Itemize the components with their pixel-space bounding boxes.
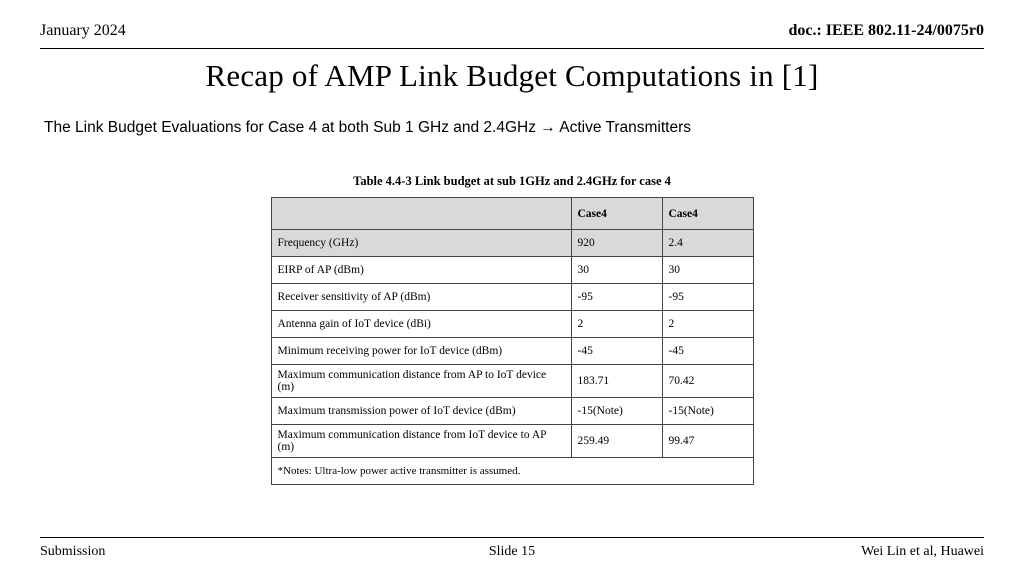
row-value-sub1ghz: 259.49 xyxy=(571,425,662,458)
row-value-sub1ghz: 920 xyxy=(571,230,662,257)
row-value-sub1ghz: 30 xyxy=(571,257,662,284)
table-row-max-distance-iot-to-ap xyxy=(271,425,753,458)
header-cell-blank xyxy=(271,198,571,230)
row-value-2p4ghz: -45 xyxy=(662,338,753,365)
row-value-sub1ghz: -45 xyxy=(571,338,662,365)
footer-slide-number: Slide 15 xyxy=(488,544,536,559)
table-row-max-distance-ap-to-iot xyxy=(271,365,753,398)
row-label: EIRP of AP (dBm) xyxy=(271,257,571,284)
row-value-sub1ghz: -95 xyxy=(571,284,662,311)
table-row-min-receiving-power xyxy=(271,338,753,365)
row-value-2p4ghz: 30 xyxy=(662,257,753,284)
row-label: Maximum transmission power of IoT device (dBm) xyxy=(271,398,571,425)
row-label: Antenna gain of IoT device (dBi) xyxy=(271,311,571,338)
table-header-row xyxy=(271,198,753,230)
slide-footer xyxy=(40,544,984,560)
row-label: Maximum communication distance from AP to IoT device (m) xyxy=(271,365,571,398)
table-note: *Notes: Ultra-low power active transmitter is assumed. xyxy=(271,458,753,485)
row-value-2p4ghz: 2.4 xyxy=(662,230,753,257)
row-label: Frequency (GHz) xyxy=(271,230,571,257)
link-budget-table xyxy=(271,197,754,485)
table-section xyxy=(0,174,1024,485)
row-value-sub1ghz: 2 xyxy=(571,311,662,338)
row-value-sub1ghz: -15(Note) xyxy=(571,398,662,425)
header-doc-number: doc.: IEEE 802.11-24/0075r0 xyxy=(788,22,984,39)
row-value-2p4ghz: 70.42 xyxy=(662,365,753,398)
row-label: Maximum communication distance from IoT device to AP (m) xyxy=(271,425,571,458)
footer-authors: Wei Lin et al, Huawei xyxy=(861,544,984,559)
header-cell-case4-2p4ghz: Case4 xyxy=(662,198,753,230)
page-title: Recap of AMP Link Budget Computations in [1] xyxy=(205,58,819,93)
row-value-2p4ghz: -95 xyxy=(662,284,753,311)
row-value-2p4ghz: 99.47 xyxy=(662,425,753,458)
row-value-sub1ghz: 183.71 xyxy=(571,365,662,398)
table-row-receiver-sensitivity xyxy=(271,284,753,311)
table-note-row xyxy=(271,458,753,485)
row-value-2p4ghz: 2 xyxy=(662,311,753,338)
footer-submission: Submission xyxy=(40,544,106,559)
row-label: Minimum receiving power for IoT device (dBm) xyxy=(271,338,571,365)
table-row-frequency xyxy=(271,230,753,257)
row-label: Receiver sensitivity of AP (dBm) xyxy=(271,284,571,311)
table-row-antenna-gain xyxy=(271,311,753,338)
footer-divider xyxy=(40,537,984,538)
table-row-max-transmission-power xyxy=(271,398,753,425)
table-caption: Table 4.4-3 Link budget at sub 1GHz and 2.4GHz for case 4 xyxy=(353,174,671,188)
header-divider xyxy=(40,48,984,49)
subtitle-text: The Link Budget Evaluations for Case 4 at both Sub 1 GHz and 2.4GHz → Active Transmitters xyxy=(44,119,692,136)
row-value-2p4ghz: -15(Note) xyxy=(662,398,753,425)
table-row-eirp xyxy=(271,257,753,284)
slide-header xyxy=(40,22,984,40)
header-date: January 2024 xyxy=(40,22,126,39)
header-cell-case4-sub1ghz: Case4 xyxy=(571,198,662,230)
